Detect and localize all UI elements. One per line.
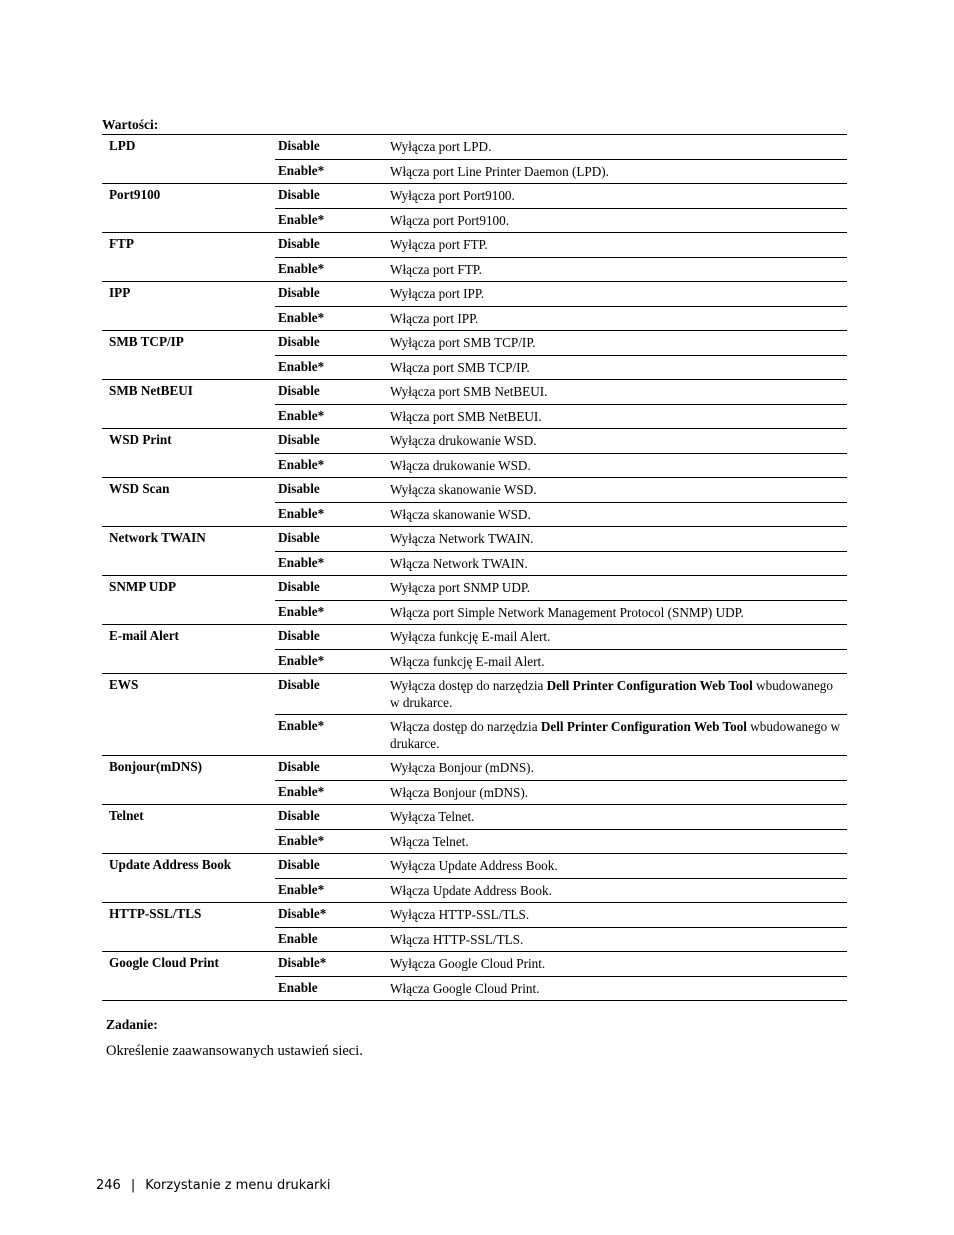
setting-name: SMB NetBEUI bbox=[109, 383, 193, 398]
option-value: Enable* bbox=[278, 603, 325, 619]
option-description bbox=[386, 429, 847, 453]
description-text: Włącza dostęp do narzędzia bbox=[390, 719, 541, 734]
option-description bbox=[386, 879, 847, 903]
description-text: Wyłącza port IPP. bbox=[390, 286, 485, 301]
option-list bbox=[275, 854, 847, 902]
table-row bbox=[102, 952, 847, 1001]
option-list bbox=[275, 674, 847, 755]
setting-name: Update Address Book bbox=[109, 857, 232, 872]
option-list bbox=[275, 527, 847, 575]
setting-name: SMB TCP/IP bbox=[109, 334, 184, 349]
option-description bbox=[386, 160, 847, 184]
option-list bbox=[275, 331, 847, 379]
option-description bbox=[386, 282, 847, 306]
table-row bbox=[102, 380, 847, 429]
option-row bbox=[275, 306, 847, 331]
option-description bbox=[386, 209, 847, 233]
setting-name: WSD Scan bbox=[109, 481, 170, 496]
option-value: Enable* bbox=[278, 162, 325, 178]
table-row bbox=[102, 674, 847, 756]
setting-name: EWS bbox=[109, 677, 139, 692]
option-description bbox=[386, 601, 847, 625]
option-row bbox=[275, 714, 847, 755]
option-row bbox=[275, 478, 847, 502]
description-text-continued: wbudowanego w drukarce. bbox=[390, 678, 833, 710]
option-row bbox=[275, 527, 847, 551]
option-description bbox=[386, 977, 847, 1001]
table-row bbox=[102, 903, 847, 952]
option-description bbox=[386, 805, 847, 829]
option-description bbox=[386, 756, 847, 780]
setting-name: FTP bbox=[109, 236, 134, 251]
table-row bbox=[102, 527, 847, 576]
option-value: Disable bbox=[278, 579, 320, 594]
description-text: Włącza Bonjour (mDNS). bbox=[390, 784, 529, 800]
option-value: Disable bbox=[278, 187, 320, 202]
option-description bbox=[386, 928, 847, 952]
option-description bbox=[386, 527, 847, 551]
option-row bbox=[275, 331, 847, 355]
table-row bbox=[102, 429, 847, 478]
settings-table bbox=[102, 134, 847, 1001]
option-value: Disable bbox=[278, 628, 320, 643]
option-row bbox=[275, 355, 847, 380]
description-text: Włącza port FTP. bbox=[390, 261, 482, 277]
values-label: Wartości: bbox=[102, 117, 159, 132]
setting-name: HTTP-SSL/TLS bbox=[109, 906, 202, 921]
option-description bbox=[386, 503, 847, 527]
option-list bbox=[275, 184, 847, 232]
description-text: Włącza Network TWAIN. bbox=[390, 555, 528, 571]
description-text: Wyłącza port SNMP UDP. bbox=[390, 580, 531, 595]
page-number: 246 bbox=[96, 1178, 121, 1193]
task-title: Zadanie: bbox=[106, 1017, 158, 1032]
setting-name: WSD Print bbox=[109, 432, 172, 447]
option-description bbox=[386, 356, 847, 380]
option-row bbox=[275, 878, 847, 903]
option-row bbox=[275, 854, 847, 878]
option-description bbox=[386, 650, 847, 674]
option-row bbox=[275, 952, 847, 976]
description-text: Wyłącza port FTP. bbox=[390, 237, 488, 252]
option-row bbox=[275, 257, 847, 282]
option-list bbox=[275, 233, 847, 281]
table-row bbox=[102, 184, 847, 233]
option-value: Enable* bbox=[278, 407, 325, 423]
option-description bbox=[386, 454, 847, 478]
option-value: Disable bbox=[278, 677, 320, 692]
description-text: Wyłącza skanowanie WSD. bbox=[390, 482, 537, 497]
option-value: Disable bbox=[278, 530, 320, 545]
option-value: Enable* bbox=[278, 358, 325, 374]
description-text: Włącza HTTP-SSL/TLS. bbox=[390, 931, 524, 947]
description-text: Wyłącza HTTP-SSL/TLS. bbox=[390, 907, 530, 922]
option-description bbox=[386, 478, 847, 502]
option-row bbox=[275, 600, 847, 625]
tool-name: Dell Printer Configuration Web Tool bbox=[540, 719, 747, 734]
option-list bbox=[275, 429, 847, 477]
description-text: Włącza Google Cloud Print. bbox=[390, 980, 540, 996]
table-row bbox=[102, 282, 847, 331]
option-row bbox=[275, 756, 847, 780]
option-value: Disable bbox=[278, 432, 320, 447]
option-value: Disable bbox=[278, 236, 320, 251]
option-list bbox=[275, 952, 847, 1000]
option-row bbox=[275, 208, 847, 233]
tool-name: Dell Printer Configuration Web Tool bbox=[546, 678, 753, 693]
option-value: Disable bbox=[278, 138, 320, 153]
option-list bbox=[275, 478, 847, 526]
option-value: Disable bbox=[278, 334, 320, 349]
table-row bbox=[102, 478, 847, 527]
table-row bbox=[102, 135, 847, 184]
option-description bbox=[386, 854, 847, 878]
description-text: Włącza port SMB NetBEUI. bbox=[390, 408, 542, 424]
description-text: Wyłącza funkcję E-mail Alert. bbox=[390, 629, 551, 644]
option-list bbox=[275, 380, 847, 428]
option-description bbox=[386, 552, 847, 576]
page-footer bbox=[96, 1178, 331, 1193]
description-text: Wyłącza Network TWAIN. bbox=[390, 531, 534, 546]
description-text: Wyłącza Telnet. bbox=[390, 809, 475, 824]
setting-name: Google Cloud Print bbox=[109, 955, 219, 970]
description-text: Włącza skanowanie WSD. bbox=[390, 506, 531, 522]
description-text: Wyłącza port SMB TCP/IP. bbox=[390, 335, 536, 350]
option-description bbox=[386, 331, 847, 355]
option-value: Enable* bbox=[278, 211, 325, 227]
description-text: Włącza port Line Printer Daemon (LPD). bbox=[390, 163, 609, 179]
description-text: Wyłącza Bonjour (mDNS). bbox=[390, 760, 534, 775]
option-value: Disable bbox=[278, 808, 320, 823]
option-list bbox=[275, 282, 847, 330]
option-row bbox=[275, 903, 847, 927]
option-value: Enable bbox=[278, 930, 318, 946]
option-list bbox=[275, 903, 847, 951]
table-row bbox=[102, 233, 847, 282]
table-row bbox=[102, 756, 847, 805]
setting-name: Network TWAIN bbox=[109, 530, 206, 545]
option-row bbox=[275, 927, 847, 952]
task-text: Określenie zaawansowanych ustawień sieci. bbox=[106, 1043, 363, 1059]
description-text: Włącza funkcję E-mail Alert. bbox=[390, 653, 545, 669]
option-value: Enable* bbox=[278, 652, 325, 668]
option-row bbox=[275, 184, 847, 208]
table-row bbox=[102, 625, 847, 674]
setting-name: Telnet bbox=[109, 808, 144, 823]
option-value: Enable* bbox=[278, 309, 325, 325]
option-value: Enable* bbox=[278, 505, 325, 521]
option-row bbox=[275, 976, 847, 1001]
description-text: Włącza Update Address Book. bbox=[390, 882, 552, 898]
table-row bbox=[102, 331, 847, 380]
option-value: Enable bbox=[278, 979, 318, 995]
option-description bbox=[386, 715, 847, 755]
option-value: Disable bbox=[278, 857, 320, 872]
option-description bbox=[386, 307, 847, 331]
option-row bbox=[275, 453, 847, 478]
setting-name: E-mail Alert bbox=[109, 628, 179, 643]
setting-name: LPD bbox=[109, 138, 136, 153]
option-row bbox=[275, 380, 847, 404]
option-row bbox=[275, 829, 847, 854]
option-value: Disable bbox=[278, 759, 320, 774]
option-description bbox=[386, 674, 847, 714]
description-text: Wyłącza port SMB NetBEUI. bbox=[390, 384, 548, 399]
option-row bbox=[275, 159, 847, 184]
option-row bbox=[275, 649, 847, 674]
option-description bbox=[386, 258, 847, 282]
description-text: Włącza port Simple Network Management Protocol (SNMP) UDP. bbox=[390, 604, 744, 620]
option-description bbox=[386, 233, 847, 257]
option-row bbox=[275, 576, 847, 600]
option-row bbox=[275, 502, 847, 527]
option-description bbox=[386, 781, 847, 805]
option-value: Disable* bbox=[278, 906, 327, 921]
option-list bbox=[275, 576, 847, 624]
option-value: Enable* bbox=[278, 456, 325, 472]
description-text: Wyłącza port Port9100. bbox=[390, 188, 515, 203]
table-row bbox=[102, 854, 847, 903]
option-row bbox=[275, 429, 847, 453]
option-row bbox=[275, 674, 847, 714]
setting-name: SNMP UDP bbox=[109, 579, 177, 594]
option-row bbox=[275, 780, 847, 805]
option-value: Disable bbox=[278, 285, 320, 300]
option-value: Enable* bbox=[278, 554, 325, 570]
option-value: Enable* bbox=[278, 832, 325, 848]
option-value: Disable bbox=[278, 481, 320, 496]
description-text: Wyłącza drukowanie WSD. bbox=[390, 433, 537, 448]
option-description bbox=[386, 380, 847, 404]
setting-name: Port9100 bbox=[109, 187, 161, 202]
option-value: Enable* bbox=[278, 783, 325, 799]
option-description bbox=[386, 952, 847, 976]
option-list bbox=[275, 756, 847, 804]
option-value: Enable* bbox=[278, 881, 325, 897]
option-row bbox=[275, 233, 847, 257]
option-value: Enable* bbox=[278, 260, 325, 276]
description-text: Włącza drukowanie WSD. bbox=[390, 457, 531, 473]
footer-section-title: Korzystanie z menu drukarki bbox=[145, 1178, 331, 1193]
option-row bbox=[275, 551, 847, 576]
option-list bbox=[275, 805, 847, 853]
option-value: Enable* bbox=[278, 718, 325, 733]
description-text-continued: wbudowanego w drukarce. bbox=[390, 719, 841, 751]
option-value: Disable* bbox=[278, 955, 327, 970]
option-description bbox=[386, 405, 847, 429]
description-text: Wyłącza dostęp do narzędzia bbox=[390, 678, 547, 693]
description-text: Włącza port Port9100. bbox=[390, 212, 510, 228]
option-description bbox=[386, 135, 847, 159]
option-row bbox=[275, 625, 847, 649]
description-text: Wyłącza port LPD. bbox=[390, 139, 492, 154]
description-text: Wyłącza Update Address Book. bbox=[390, 858, 558, 873]
option-row bbox=[275, 282, 847, 306]
option-description bbox=[386, 830, 847, 854]
setting-name: Bonjour(mDNS) bbox=[109, 759, 203, 774]
footer-separator: | bbox=[130, 1178, 136, 1193]
option-description bbox=[386, 903, 847, 927]
option-value: Disable bbox=[278, 383, 320, 398]
option-row bbox=[275, 404, 847, 429]
option-description bbox=[386, 184, 847, 208]
table-row bbox=[102, 805, 847, 854]
option-description bbox=[386, 625, 847, 649]
option-row bbox=[275, 135, 847, 159]
option-list bbox=[275, 625, 847, 673]
setting-name: IPP bbox=[109, 285, 131, 300]
description-text: Wyłącza Google Cloud Print. bbox=[390, 956, 546, 971]
table-row bbox=[102, 576, 847, 625]
option-list bbox=[275, 135, 847, 183]
description-text: Włącza port IPP. bbox=[390, 310, 479, 326]
description-text: Włącza port SMB TCP/IP. bbox=[390, 359, 530, 375]
option-description bbox=[386, 576, 847, 600]
description-text: Włącza Telnet. bbox=[390, 833, 469, 849]
option-row bbox=[275, 805, 847, 829]
